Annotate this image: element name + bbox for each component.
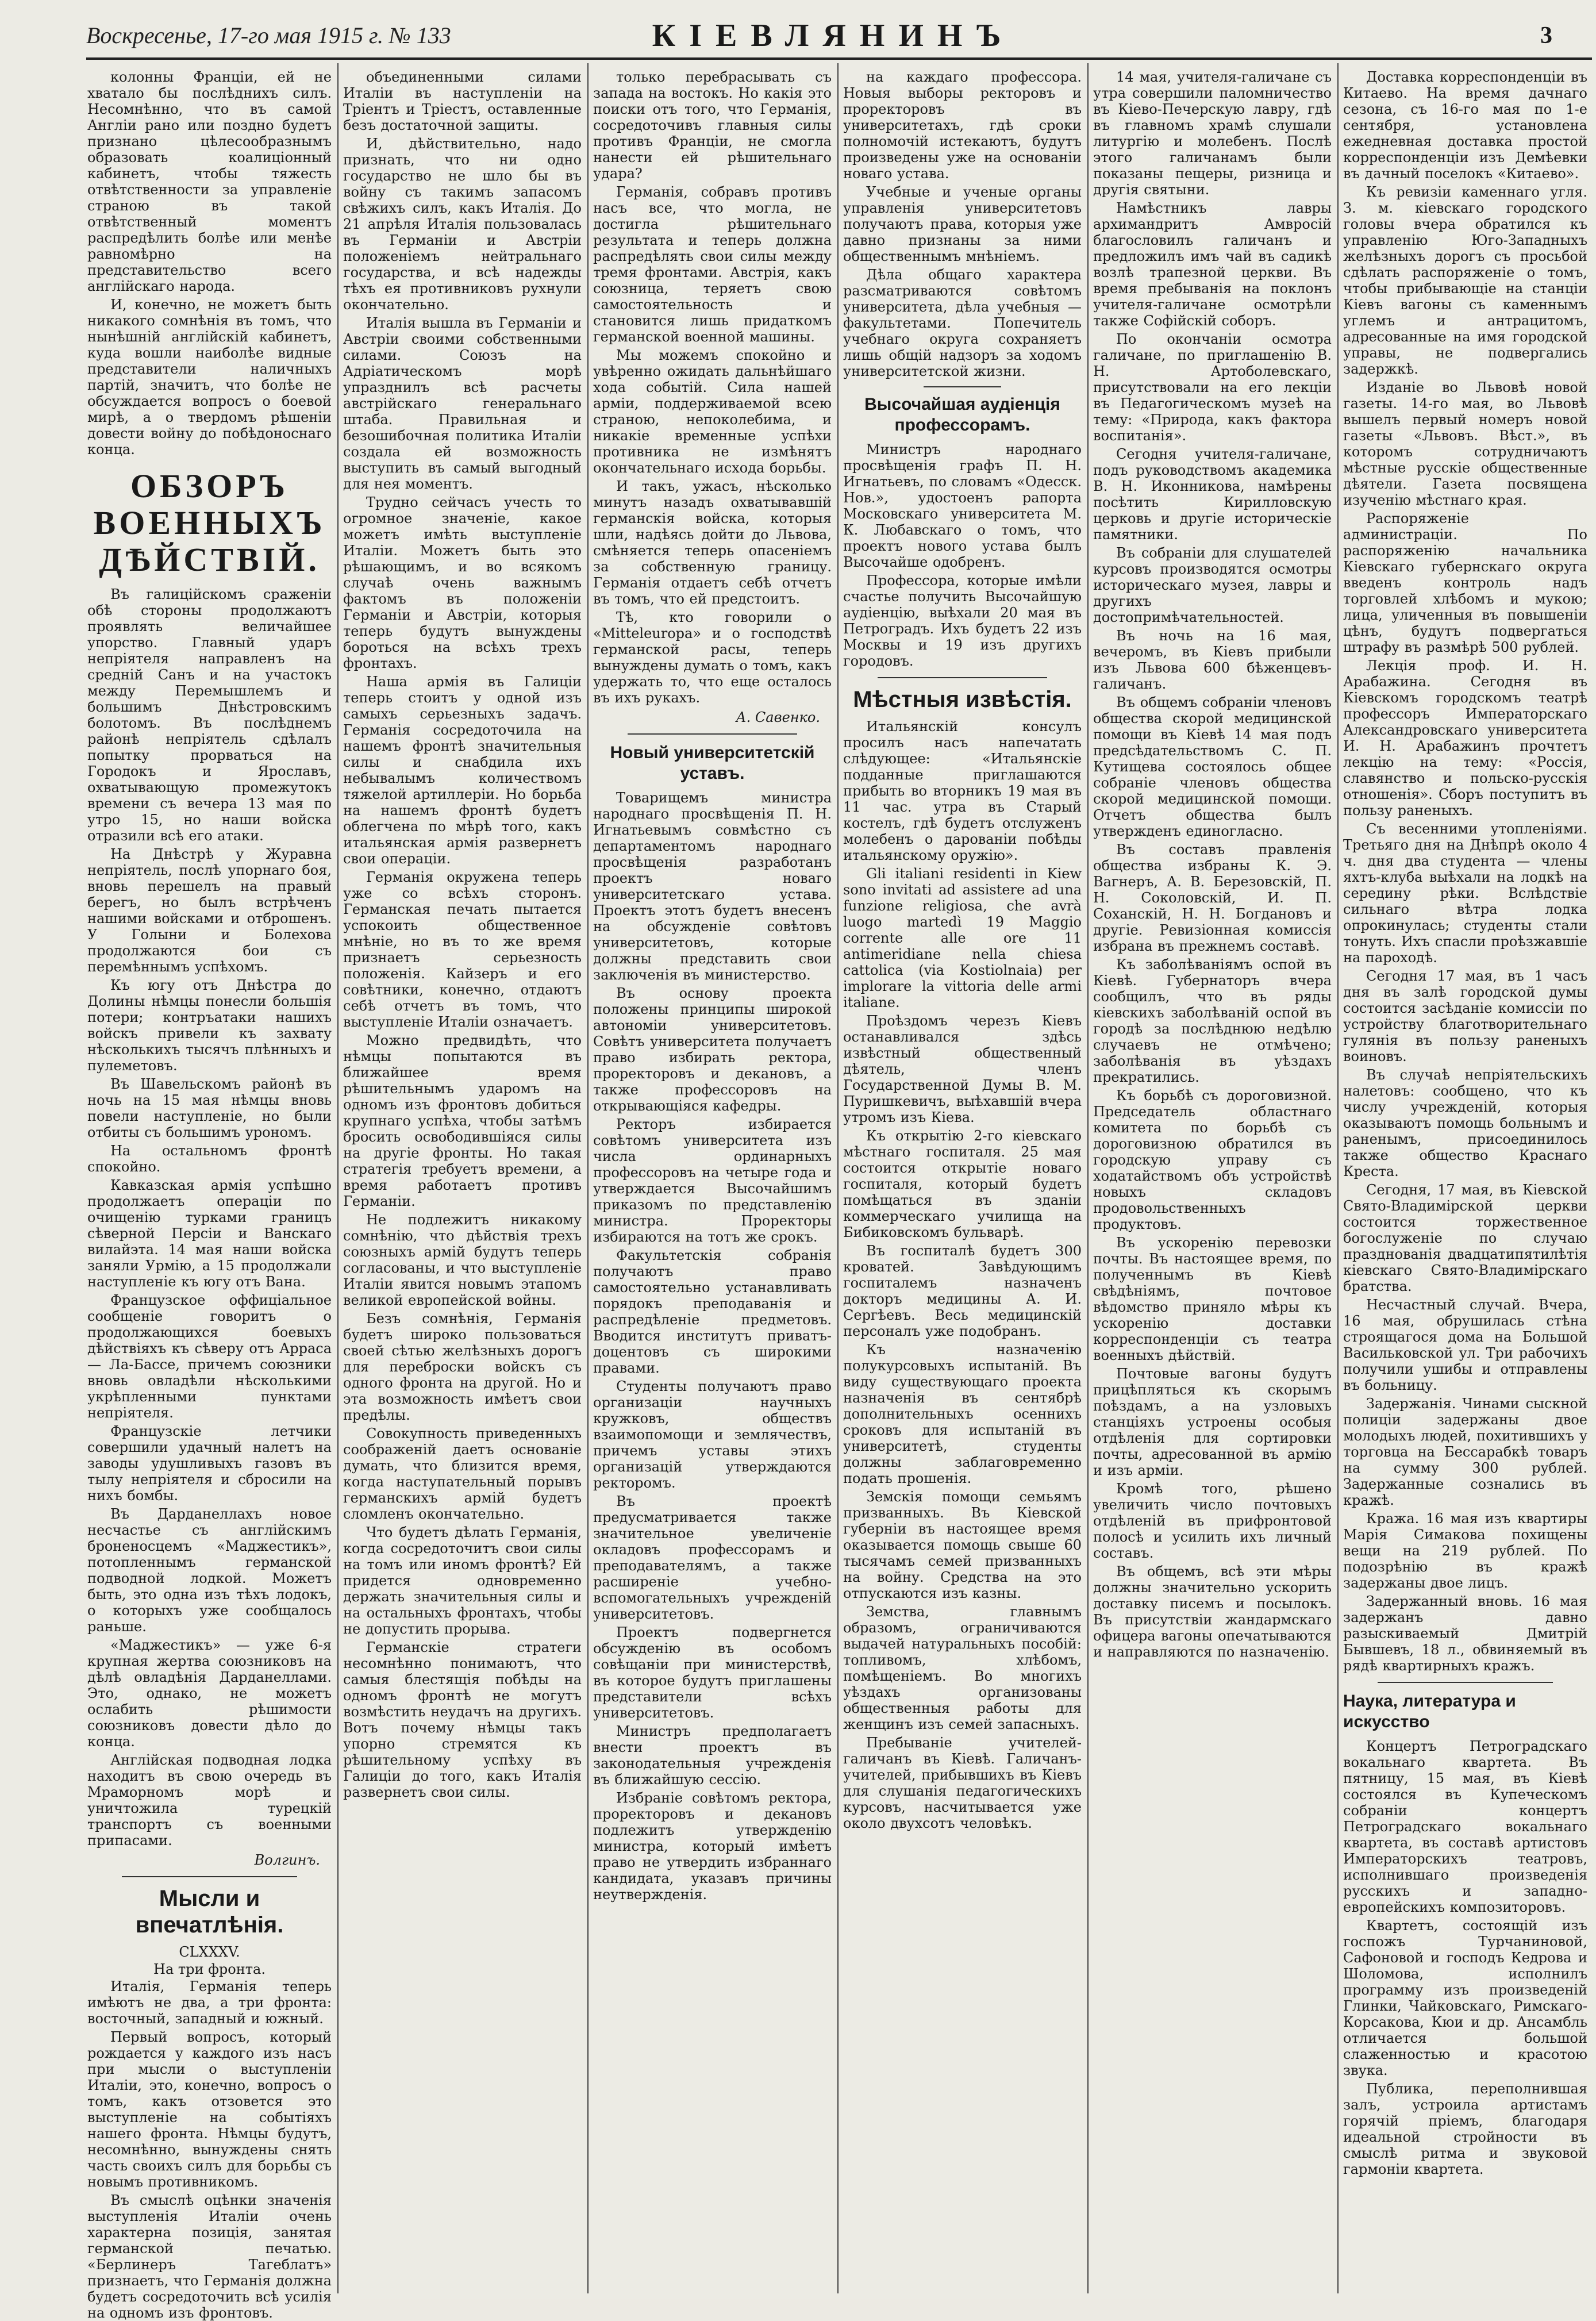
article-paragraph: На остальномъ фронтѣ спокойно. xyxy=(87,1143,332,1175)
article-paragraph: Министръ предполагаетъ внести проектъ въ законодательныя учрежденія въ ближайшую сессію. xyxy=(593,1723,832,1788)
article-paragraph: Совокупность приведенныхъ соображеній даетъ основаніе думать, что близится время, когда наступательный порывъ германскихъ армій будетъ сломленъ окончательно. xyxy=(343,1425,582,1522)
article-paragraph: Въ галиційскомъ сраженіи обѣ стороны продолжаютъ проявлять величайшее упорство. Главный ударъ непріятеля направленъ на средній Санъ и на участокъ между Перемышлемъ и большимъ Днѣстровскимъ болотомъ. Въ послѣднемъ районѣ непріятель сдѣлалъ попытку прорваться на Городокъ и Ярославъ, охватывающую промежутокъ времени съ вечера 13 мая по утро 15, но наши войска отразили всѣ его атаки. xyxy=(87,586,332,844)
article-paragraph: Въ составъ правленія общества избраны К. Э. Вагнеръ, А. В. Березовскій, П. Н. Соколовскій, И. П. Соханскій, Н. Н. Богдановъ и другіе. Ревизіонная комиссія избрана въ прежнемъ составѣ. xyxy=(1093,841,1332,954)
article-paragraph: Товарищемъ министра народнаго просвѣщенія П. Н. Игнатьевымъ совмѣстно съ департаментомъ народнаго просвѣщенія разработанъ проектъ новаго университетскаго устава. Проектъ этотъ будетъ внесенъ на обсужденіе совѣтовъ университетовъ, которые должны представить свои заключенія въ министерство. xyxy=(593,790,832,983)
article-paragraph: На Днѣстрѣ у Журавна непріятель, послѣ упорнаго боя, вновь перешелъ на правый берегъ, но былъ встрѣченъ нашими войсками и отброшенъ. У Голыни и Болехова продолжаются бои съ перемѣннымъ успѣхомъ. xyxy=(87,846,332,975)
article-paragraph: Въ случаѣ непріятельскихъ налетовъ: сообщено, что къ числу учрежденій, которыя оказываютъ помощь больнымъ и раненымъ, присоединилось также общество Краснаго Креста. xyxy=(1343,1067,1587,1179)
article-paragraph: Задержанія. Чинами сыскной полиціи задержаны двое молодыхъ людей, похитившихъ у торговца на Бессарабкѣ товаръ на сумму 300 рублей. Задержанные сознались въ кражѣ. xyxy=(1343,1396,1587,1508)
article-paragraph: Кромѣ того, рѣшено увеличить число почтовыхъ отдѣленій въ прифронтовой полосѣ и усилить ихъ личный составъ. xyxy=(1093,1481,1332,1561)
article-paragraph: Gli italiani residenti in Kiew sono invitati ad assistere ad una funzione religiosa, che avrà luogo martedì 19 Maggio corrente alle ore 11 antimeridiane nella chiesa cattolica (via Kostiolnaia) per implorare la vittoria delle armi italiane. xyxy=(843,866,1082,1010)
article-paragraph: Къ открытію 2-го кіевскаго мѣстнаго госпиталя. 25 мая состоится открытіе новаго госпиталя, который будетъ помѣщаться въ зданіи коммерческаго училища на Бибиковскомъ бульварѣ. xyxy=(843,1128,1082,1240)
article-paragraph: Въ Дарданеллахъ новое несчастье съ англійскимъ броненосцемъ «Маджестикъ», потопленнымъ германской подводной лодкой. Можетъ быть, это одна изъ тѣхъ лодокъ, о которыхъ уже сообщалось раньше. xyxy=(87,1506,332,1635)
section-separator xyxy=(628,733,797,735)
article-paragraph: Земскія помощи семьямъ призванныхъ. Въ Кіевской губерніи въ настоящее время оказывается помощь свыше 60 тысячамъ семей призванныхъ на войну. Средства на это отпускаются изъ казны. xyxy=(843,1489,1082,1601)
section-separator xyxy=(924,386,1001,387)
article-paragraph: Французскіе летчики совершили удачный налетъ на заводы удушливыхъ газовъ въ тылу непріятеля и сбросили на нихъ бомбы. xyxy=(87,1423,332,1504)
section-heading: Мѣстныя извѣстія. xyxy=(853,687,1072,712)
column-1 xyxy=(87,69,332,2321)
column-2 xyxy=(343,69,582,2293)
article-paragraph: Намѣстникъ лавры архимандритъ Амвросій благословилъ галичанъ и предложилъ имъ чай въ садикѣ возлѣ трапезной церкви. Въ время пребыванія на поклонъ учителя-галичане осмотрѣли также Софійскій соборъ. xyxy=(1093,200,1332,329)
article-paragraph: только перебрасывать съ запада на востокъ. Но какія это поиски отъ того, что Германія, сосредоточивъ главныя силы противъ Франціи, не смогла нанести ей рѣшительнаго удара? xyxy=(593,69,832,182)
newspaper-title: КІЕВЛЯНИНЪ xyxy=(652,18,1015,53)
article-paragraph: Италія, Германія теперь имѣютъ не два, а три фронта: восточный, западный и южный. xyxy=(87,1978,332,2027)
column-divider xyxy=(1087,63,1089,2293)
article-paragraph: Къ ревизіи каменнаго угля. З. м. кіевскаго городского головы вчера обратился къ управленію Юго-Западныхъ желѣзныхъ дорогъ съ просьбой сдѣлать распоряженіе о томъ, чтобы прибывающіе на станціи Кіевъ вагоны съ каменнымъ углемъ и антрацитомъ, адресованные на имя городской управы, не подвергались задержкѣ. xyxy=(1343,184,1587,377)
column-4 xyxy=(843,69,1082,2293)
section-separator xyxy=(878,677,1047,678)
article-paragraph: И, дѣйствительно, надо признать, что ни одно государство не шло бы въ войну съ такимъ запасомъ свѣжихъ силъ, какъ Италія. До 21 апрѣля Италія пользовалась въ Германіи и Австріи положеніемъ нейтральнаго государства, и всѣ надежды тѣхъ ея противниковъ рухнули окончательно. xyxy=(343,136,582,313)
article-paragraph: Лекція проф. И. Н. Арабажина. Сегодня въ Кіевскомъ городскомъ театрѣ профессоръ Императорскаго Александровскаго университета И. Н. Арабажинъ прочтетъ лекцію на тему: «Россія, славянство и польско-русскія отношенія». Сборъ поступитъ въ пользу раненыхъ. xyxy=(1343,658,1587,819)
article-paragraph: Профессора, которые имѣли счастье получить Высочайшую аудіенцію, выѣхали 20 мая въ Петроградъ. Ихъ будетъ 22 изъ Москвы и 19 изъ другихъ городовъ. xyxy=(843,572,1082,669)
article-paragraph: Къ заболѣваніямъ оспой въ Кіевѣ. Губернаторъ вчера сообщилъ, что въ ряды кіевскихъ заболѣваній оспой въ городѣ за послѣднюю недѣлю случаевъ не отмѣчено; заболѣванія въ уѣздахъ прекратились. xyxy=(1093,956,1332,1085)
column-3 xyxy=(593,69,832,2293)
article-paragraph: Къ назначенію полукурсовыхъ испытаній. Въ виду существующаго проекта назначенія въ сентябрѣ дополнительныхъ осеннихъ сроковъ для испытаній въ университетѣ, студенты должны заблаговременно подать прошенія. xyxy=(843,1342,1082,1486)
article-paragraph: Кавказская армія успѣшно продолжаетъ операціи по очищенію турками границъ сѣверной Персіи и Ванскаго вилайэта. 14 мая наши войска заняли Урмію, а 15 продолжали наступленіе къ югу отъ Вана. xyxy=(87,1177,332,1290)
article-paragraph: Трудно сейчасъ учесть то огромное значеніе, какое можетъ имѣть выступленіе Италіи. Можетъ быть это рѣшающимъ, и во всякомъ случаѣ очень важнымъ фактомъ въ положеніи Германіи и Австріи, которыя теперь будутъ вынуждены бороться на всѣхъ трехъ фронтахъ. xyxy=(343,494,582,671)
article-paragraph: Ректоръ избирается совѣтомъ университета изъ числа ординарныхъ профессоровъ на четыре года и утверждается Высочайшимъ приказомъ по представленію министра. Проректоры избираются на тотъ же срокъ. xyxy=(593,1116,832,1245)
article-paragraph: Распоряженіе администраціи. По распоряженію начальника Кіевскаго губернскаго округа введенъ контроль надъ торговлей хлѣбомъ и мукою; лица, уличенныя въ повышеніи цѣнъ, будутъ подвергаться штрафу въ размѣрѣ 500 рублей. xyxy=(1343,510,1587,655)
article-paragraph: Можно предвидѣть, что нѣмцы попытаются въ ближайшее время рѣшительнымъ ударомъ на одномъ изъ фронтовъ добиться крупнаго успѣха, чтобы затѣмъ бросить освободившіяся силы на другіе фронты. Но такая стратегія требуетъ времени, а время работаетъ противъ Германіи. xyxy=(343,1032,582,1209)
article-paragraph: Въ ночь на 16 мая, вечеромъ, въ Кіевъ прибыли изъ Львова 600 бѣженцевъ-галичанъ. xyxy=(1093,628,1332,692)
article-paragraph: Учебные и ученые органы управленія университетовъ получаютъ права, которыя уже давно признаны за ними общественнымъ мнѣніемъ. xyxy=(843,184,1082,264)
article-paragraph: Въ смыслѣ оцѣнки значенія выступленія Италіи очень характерна позиція, занятая германской печатью. «Берлинеръ Тагеблатъ» признаетъ, что Германія должна будетъ сосредоточить всѣ усилія на одномъ изъ фронтовъ. xyxy=(87,2192,332,2321)
article-paragraph: Министръ народнаго просвѣщенія графъ П. Н. Игнатьевъ, по словамъ «Одесск. Нов.», удостоенъ рапорта Московскаго университета М. К. Любавскаго о томъ, что проектъ нового устава былъ Высочайше одобренъ. xyxy=(843,441,1082,570)
article-paragraph: Наша армія въ Галиціи теперь стоитъ у одной изъ самыхъ серьезныхъ задачъ. Германія сосредоточила на нашемъ фронтѣ значительныя силы и снабдила ихъ небывалымъ количествомъ тяжелой артиллеріи. Но борьба на нашемъ фронтѣ будетъ облегчена по мѣрѣ того, какъ итальянская армія развернетъ свои операціи. xyxy=(343,674,582,867)
section-heading: Высочайшая аудіенція профессорамъ. xyxy=(864,395,1060,435)
article-paragraph: Сегодня 17 мая, въ 1 часъ дня въ залѣ городской думы состоится засѣданіе комиссіи по устройству благотворительнаго гулянія въ пользу раненыхъ воиновъ. xyxy=(1343,968,1587,1065)
article-paragraph: Пребываніе учителей-галичанъ въ Кіевѣ. Галичанъ-учителей, прибывшихъ въ Кіевъ для слушанія педагогическихъ курсовъ, насчитывается уже около двухсотъ человѣкъ. xyxy=(843,1735,1082,1831)
column-6 xyxy=(1343,69,1587,2293)
article-paragraph: Проѣздомъ черезъ Кіевъ останавливался здѣсь извѣстный общественный дѣятель, членъ Государственной Думы В. М. Пуришкевичъ, выѣхавшій вчера утромъ изъ Кіева. xyxy=(843,1013,1082,1125)
article-paragraph: Въ проектѣ предусматривается также значительное увеличеніе окладовъ профессорамъ и преподавателямъ, а также расширеніе учебно-вспомогательныхъ учрежденій университетовъ. xyxy=(593,1493,832,1622)
article-paragraph: Концертъ Петроградскаго вокальнаго квартета. Въ пятницу, 15 мая, въ Кіевѣ состоялся въ Купеческомъ собраніи концертъ Петроградскаго вокальнаго квартета, въ составѣ артистовъ Императорскихъ театровъ, исполнившаго произведенія русскихъ и западно-европейскихъ композиторовъ. xyxy=(1343,1738,1587,1915)
article-paragraph: Студенты получаютъ право организаціи научныхъ кружковъ, обществъ взаимопомощи и землячествъ, причемъ уставы этихъ организацій утверждаются ректоромъ. xyxy=(593,1378,832,1491)
article-paragraph: Мы можемъ спокойно и увѣренно ожидать дальнѣйшаго хода событій. Сила нашей арміи, поддерживаемой всею страною, непоколебима, и никакіе временные успѣхи противника не измѣнятъ окончательнаго исхода борьбы. xyxy=(593,347,832,476)
article-paragraph: Въ собраніи для слушателей курсовъ производятся осмотры историческаго музея, лавры и другихъ достопримѣчательностей. xyxy=(1093,545,1332,625)
article-paragraph: Изданіе во Львовѣ новой газеты. 14-го мая, во Львовѣ вышелъ первый номеръ новой газеты «Львовъ. Вѣст.», въ которомъ сотрудничаютъ мѣстные русскіе общественные дѣятели. Газета посвящена изученію мѣстнаго края. xyxy=(1343,379,1587,508)
article-paragraph: Германія, собравъ противъ насъ все, что могла, не достигла рѣшительнаго результата и теперь должна распредѣлять свои силы между тремя фронтами. Австрія, какъ союзница, теряетъ свою самостоятельность и становится лишь придаткомъ германской военной машины. xyxy=(593,184,832,345)
article-paragraph: Тѣ, кто говорили о «Mitteleuropa» и о господствѣ германской расы, теперь вынуждены думать о томъ, какъ удержать то, что еще осталось въ ихъ рукахъ. xyxy=(593,609,832,706)
section-heading: ОБЗОРЪ ВОЕННЫХЪ ДѢЙСТВІЙ. xyxy=(93,467,326,578)
article-paragraph: 14 мая, учителя-галичане съ утра совершили паломничество въ Кіево-Печерскую лавру, гдѣ въ главномъ храмѣ слушали литургію и молебенъ. Послѣ этого галичанамъ были показаны пещеры, ризница и другія святыни. xyxy=(1093,69,1332,198)
article-paragraph: Публика, переполнившая залъ, устроила артистамъ горячій пріемъ, благодаря идеальной стройности въ смыслѣ ритма и звуковой гармоніи квартета. xyxy=(1343,2081,1587,2177)
issue-date: Воскресенье, 17-го мая 1915 г. № 133 xyxy=(86,22,451,48)
author-signature: Волгинъ. xyxy=(254,1852,320,1868)
article-paragraph: Кража. 16 мая изъ квартиры Марія Симакова похищены вещи на 219 рублей. По подозрѣнію въ кражѣ задержаны двое лицъ. xyxy=(1343,1511,1587,1591)
article-paragraph: Несчастный случай. Вчера, 16 мая, обрушилась стѣна строящагося дома на Большой Васильковской ул. Три рабочихъ получили ушибы и отправлены въ больницу. xyxy=(1343,1297,1587,1393)
article-paragraph: Факультетскія собранія получаютъ право самостоятельно устанавливать порядокъ преподаванія и распредѣленіе предметовъ. Вводится институтъ приватъ-доцентовъ съ широкими правами. xyxy=(593,1247,832,1376)
article-paragraph: Къ югу отъ Днѣстра до Долины нѣмцы понесли большія потери; контръатаки нашихъ войскъ привели къ захвату нѣсколькихъ тысячъ плѣнныхъ и пулеметовъ. xyxy=(87,977,332,1074)
article-paragraph: Первый вопросъ, который рождается у каждого изъ насъ при мысли о выступленіи Италіи, это, конечно, вопросъ о томъ, какъ отзовется это выступленіе на событіяхъ нашего фронта. Нѣмцы будутъ, несомнѣнно, вынуждены снять часть своихъ силъ для борьбы съ новымъ противникомъ. xyxy=(87,2029,332,2190)
column-divider xyxy=(337,63,339,2293)
article-paragraph: Въ Шавельскомъ районѣ въ ночь на 15 мая нѣмцы вновь повели наступленіе, но были отбиты съ большимъ урономъ. xyxy=(87,1076,332,1140)
article-paragraph: Почтовые вагоны будутъ прицѣпляться къ скорымъ поѣздамъ, а на узловыхъ станціяхъ устроены особыя отдѣленія для сортировки почты, адресованной въ армію и изъ арміи. xyxy=(1093,1366,1332,1478)
article-paragraph: Въ общемъ собраніи членовъ общества скорой медицинской помощи въ Кіевѣ 14 мая подъ предсѣдательствомъ С. П. Кутищева состоялось общее собраніе членовъ общества скорой медицинской помощи. Отчетъ общества былъ утвержденъ единогласно. xyxy=(1093,694,1332,839)
article-paragraph: Италія вышла въ Германіи и Австріи своими собственными силами. Союзъ на Адріатическомъ морѣ упразднилъ всѣ расчеты австрійскаго генеральнаго штаба. Правильная и безошибочная политика Италіи создала ей возможность выступить въ самый выгодный для нея моментъ. xyxy=(343,315,582,492)
article-paragraph: Безъ сомнѣнія, Германія будетъ широко пользоваться своей сѣтью желѣзныхъ дорогъ для переброски войскъ съ одного фронта на другой. Но и эта возможность имѣетъ свои предѣлы. xyxy=(343,1311,582,1423)
article-paragraph: объединенными силами Италіи въ наступленіи на Тріентъ и Тріестъ, оставленные безъ достаточной защиты. xyxy=(343,69,582,133)
article-paragraph: Итальянскій консулъ просилъ насъ напечатать слѣдующее: «Итальянскіе подданные приглашаются прибыть во вторникъ 19 мая въ 11 час. утра въ Старый костелъ, гдѣ будетъ отслуженъ молебенъ о дарованіи побѣды итальянскому оружію». xyxy=(843,718,1082,863)
article-paragraph: колонны Франціи, ей не хватало бы послѣднихъ силъ. Несомнѣнно, что въ самой Англіи рано или поздно будетъ признано цѣлесообразнымъ образовать коалиціонный кабинетъ, чтобы тяжесть отвѣтственности за управленіе страною въ такой отвѣтственный моментъ распредѣлить болѣе или менѣе равномѣрно на представительство всего англійскаго народа. xyxy=(87,69,332,294)
article-paragraph: Проектъ подвергнется обсужденію въ особомъ совѣщаніи при министерствѣ, въ которое будутъ приглашены представители всѣхъ университетовъ. xyxy=(593,1624,832,1721)
article-paragraph: И, конечно, не можетъ быть никакого сомнѣнія въ томъ, что нынѣшній англійскій кабинетъ, куда вошли наиболѣе видные представители наличныхъ партій, значитъ, что болѣе не обсуждается вопросъ о боевой мирѣ, а о твердомъ рѣшеніи довести войну до побѣдоноснаго конца. xyxy=(87,297,332,458)
author-signature: А. Савенко. xyxy=(736,709,820,725)
column-5 xyxy=(1093,69,1332,2293)
article-paragraph: Доставка корреспонденціи въ Китаево. На время дачнаго сезона, съ 16-го мая по 1-е сентября, установлена ежедневная доставка простой корреспонденціи изъ Демѣевки въ дачный поселокъ «Китаево». xyxy=(1343,69,1587,182)
section-heading: Мысли и впечатлѣнія. xyxy=(135,1886,284,1938)
section-separator xyxy=(122,1876,297,1877)
article-paragraph: Дѣла общаго характера разсматриваются совѣтомъ университета, дѣла учебныя — факультетами. Попечитель учебнаго округа сохраняетъ лишь общій надзоръ за ходомъ университетской жизни. xyxy=(843,267,1082,379)
article-paragraph: Избраніе совѣтомъ ректора, проректоровъ и декановъ подлежитъ утвержденію министра, который имѣетъ право не утвердить избраннаго кандидата, указавъ причины неутвержденія. xyxy=(593,1790,832,1903)
page-number: 3 xyxy=(1540,22,1552,49)
column-divider xyxy=(1337,63,1339,2293)
header-rule xyxy=(86,57,1592,60)
section-heading: Наука, литература и искусство xyxy=(1343,1692,1516,1731)
article-paragraph: Германскіе стратеги несомнѣнно понимаютъ, что самыя блестящія побѣды на одномъ фронтѣ не могутъ возмѣстить неудачъ на другихъ. Вотъ почему нѣмцы такъ упорно стремятся къ рѣшительному успѣху въ Галиціи до того, какъ Италія развернетъ свои силы. xyxy=(343,1639,582,1800)
article-paragraph: Въ госпиталѣ будетъ 300 кроватей. Завѣдующимъ госпиталемъ назначенъ докторъ медицины А. И. Сергѣевъ. Весь медицинскій персоналъ уже подобранъ. xyxy=(843,1243,1082,1339)
article-paragraph: Не подлежитъ никакому сомнѣнію, что дѣйствія трехъ союзныхъ армій будутъ теперь согласованы, и что выступленіе Италіи явится новымъ этапомъ великой европейской войны. xyxy=(343,1212,582,1308)
article-paragraph: Въ ускоренію перевозки почты. Въ настоящее время, по полученнымъ въ Кіевѣ свѣдѣніямъ, почтовое вѣдомство приняло мѣры къ ускоренію доставки корреспонденціи съ театра военныхъ дѣйствій. xyxy=(1093,1235,1332,1363)
article-paragraph: Германія окружена теперь уже со всѣхъ сторонъ. Германская печать пытается успокоить общественное мнѣніе, но въ то же время признаетъ серьезность положенія. Кайзеръ и его совѣтники, конечно, отдаютъ себѣ отчетъ въ томъ, что выступленіе Италіи означаетъ. xyxy=(343,869,582,1030)
article-paragraph: Съ весенними утопленіями. Третьяго дня на Днѣпрѣ около 4 ч. дня два студента — члены яхтъ-клуба выѣхали на лодкѣ на середину рѣки. Вслѣдствіе сильнаго вѣтра лодка опрокинулась; студенты стали тонуть. Ихъ спасли проѣзжавшіе на пароходѣ. xyxy=(1343,821,1587,966)
article-paragraph: Сегодня учителя-галичане, подъ руководствомъ академика В. Н. Иконникова, намѣрены посѣтить Кирилловскую церковь и другіе историческіе памятники. xyxy=(1093,446,1332,543)
section-heading: Новый университетскій уставъ. xyxy=(610,743,815,783)
article-paragraph: Земства, главнымъ образомъ, ограничиваются выдачей натуральныхъ пособій: топливомъ, хлѣбомъ, помѣщеніемъ. Во многихъ уѣздахъ организованы общественныя работы для женщинъ изъ семей запасныхъ. xyxy=(843,1604,1082,1732)
article-paragraph: Французское оффиціальное сообщеніе говоритъ о продолжающихся боевыхъ дѣйствіяхъ къ сѣверу отъ Арраса — Ла-Бассе, причемъ союзники вновь овладѣли нѣсколькими укрѣпленными пунктами непріятеля. xyxy=(87,1292,332,1421)
article-paragraph: Въ общемъ, всѣ эти мѣры должны значительно ускорить доставку писемъ и посылокъ. Въ присутствіи жандармскаго офицера вагоны опечатываются и направляются по назначенію. xyxy=(1093,1563,1332,1660)
column-divider xyxy=(837,63,839,2293)
section-separator xyxy=(1378,1682,1553,1683)
column-divider xyxy=(587,63,589,2293)
article-paragraph: Сегодня, 17 мая, въ Кіевской Свято-Владимірской церкви состоится торжественное богослуженіе по случаю празднованія двадцатипятилѣтія кіевскаго Свято-Владимірскаго братства. xyxy=(1343,1182,1587,1294)
article-paragraph: Къ борьбѣ съ дороговизной. Председатель областнаго комитета по борьбѣ съ дороговизною обратился въ городскую управу съ ходатайствомъ объ устройствѣ новыхъ складовъ продовольственныхъ продуктовъ. xyxy=(1093,1088,1332,1232)
article-paragraph: Англійская подводная лодка находитъ въ свою очередь въ Мраморномъ морѣ и уничтожила турецкій транспортъ съ военными припасами. xyxy=(87,1752,332,1849)
article-paragraph: Квартетъ, состоящій изъ госпожъ Турчаниновой, Сафоновой и господъ Кедрова и Шоломова, исполнилъ программу изъ произведеній Глинки, Чайковскаго, Римскаго-Корсакова, Кюи и др. Ансамбль отличается большой слаженностью и красотою звука. xyxy=(1343,1917,1587,2078)
article-paragraph: на каждаго профессора. Новыя выборы ректоровъ и проректоровъ въ университетахъ, гдѣ сроки полномочій истекаютъ, будутъ произведены уже на основаніи новаго устава. xyxy=(843,69,1082,182)
article-paragraph: Задержанный вновь. 16 мая задержанъ давно разыскиваемый Дмитрій Бывшевъ, 18 л., обвиняемый въ рядѣ квартирныхъ кражъ. xyxy=(1343,1593,1587,1674)
article-paragraph: Что будетъ дѣлать Германія, когда сосредоточитъ свои силы на томъ или иномъ фронтѣ? Ей придется одновременно держать значительныя силы и на остальныхъ фронтахъ, чтобы не допустить прорыва. xyxy=(343,1524,582,1637)
article-paragraph: По окончаніи осмотра галичане, по приглашенію В. Н. Артоболевскаго, присутствовали на его лекціи въ Педагогическомъ музеѣ на тему: «Природа, какъ фактора воспитанія». xyxy=(1093,331,1332,444)
article-paragraph: И такъ, ужасъ, нѣсколько минутъ назадъ охватывавшій германскія войска, которыя шли, надѣясь дойти до Львова, смѣняется теперь опасеніемъ за собственную границу. Германія отдаетъ себѣ отчетъ въ томъ, что ей предстоитъ. xyxy=(593,478,832,607)
article-paragraph: Въ основу проекта положены принципы широкой автономіи университетовъ. Совѣтъ университета получаетъ право избирать ректора, проректоровъ и декановъ, а также профессоровъ на открывающіяся кафедры. xyxy=(593,985,832,1114)
series-number: CLXXXV. xyxy=(179,1944,240,1960)
article-paragraph: «Маджестикъ» — уже 6-я крупная жертва союзниковъ на дѣлѣ овладѣнія Дарданеллами. Это, однако, не можетъ ослабить рѣшимости союзниковъ довести дѣло до конца. xyxy=(87,1637,332,1750)
article-subtitle: На три фронта. xyxy=(153,1961,266,1977)
